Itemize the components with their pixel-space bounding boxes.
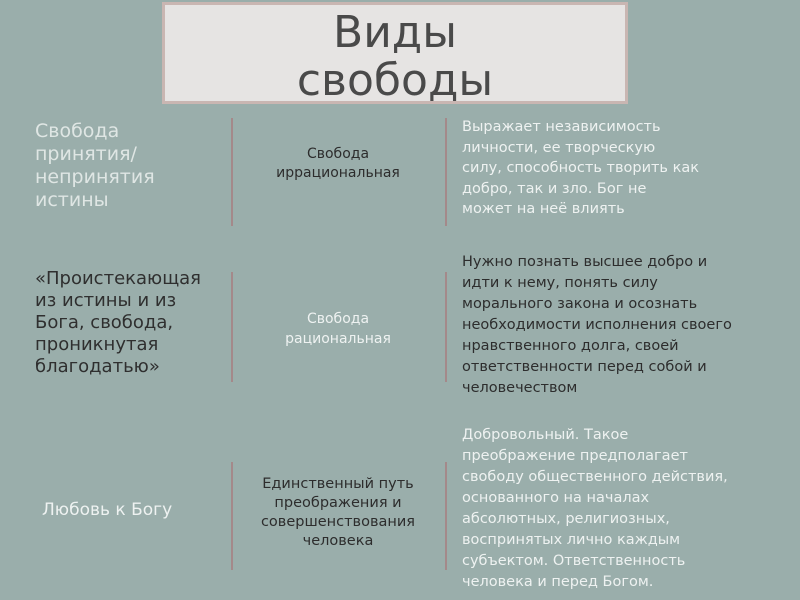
divider-line bbox=[231, 118, 233, 226]
divider-line bbox=[231, 272, 233, 382]
row1-middle bbox=[238, 145, 438, 183]
row3-right-line: воспринятых лично каждым bbox=[462, 532, 681, 548]
row3-right-line: Добровольный. Такое bbox=[462, 427, 629, 443]
title-box bbox=[162, 2, 628, 104]
row1-right-line: силу, способность творить как bbox=[462, 160, 699, 176]
row2-right-line: идти к нему, понять силу bbox=[462, 275, 658, 291]
row1-left-line: истины bbox=[35, 189, 109, 211]
row2-left-line: «Проистекающая bbox=[35, 268, 202, 289]
row1-left-line: принятия/ bbox=[35, 143, 137, 165]
row1-right bbox=[462, 117, 798, 220]
row3-right-line: основанного на началах bbox=[462, 490, 650, 506]
row2-left-line: Бога, свобода, bbox=[35, 312, 174, 333]
row1-right-line: может на неё влиять bbox=[462, 201, 625, 217]
row2-middle-line: Свобода bbox=[306, 311, 370, 327]
row2-left bbox=[35, 268, 230, 378]
row1-left bbox=[35, 120, 215, 212]
row1-right-line: личности, ее творческую bbox=[462, 139, 656, 156]
row2-right-line: нравственного долга, своей bbox=[462, 338, 679, 354]
row1-right-line: Выражает независимость bbox=[462, 119, 661, 135]
row1-left-line: Свобода bbox=[35, 120, 120, 142]
row3-middle-line: человека bbox=[302, 533, 374, 549]
row3-right-line: абсолютных, религиозных, bbox=[462, 511, 670, 527]
row1-middle-line: иррациональная bbox=[276, 165, 400, 181]
slide-title bbox=[165, 5, 625, 105]
row3-right bbox=[462, 425, 798, 593]
row2-left-line: проникнутая bbox=[35, 334, 159, 355]
row2-right-line: необходимости исполнения своего bbox=[462, 317, 732, 333]
row3-right-line: свободу общественного действия, bbox=[462, 469, 728, 485]
row3-left bbox=[42, 499, 222, 521]
title-line-2: свободы bbox=[296, 55, 494, 106]
row1-middle-line: Свобода bbox=[306, 146, 370, 162]
row2-left-line: благодатью» bbox=[35, 356, 160, 377]
row2-right-line: человечеством bbox=[462, 380, 578, 396]
row3-middle-line: Единственный путь bbox=[262, 476, 414, 492]
divider-line bbox=[231, 462, 233, 570]
row3-middle bbox=[238, 475, 438, 551]
row3-left-line: Любовь к Богу bbox=[42, 500, 173, 520]
divider-line bbox=[445, 118, 447, 226]
row1-right-line: добро, так и зло. Бог не bbox=[462, 180, 647, 197]
row3-middle-line: преображения и bbox=[274, 495, 402, 511]
row2-left-line: из истины и из bbox=[35, 290, 177, 311]
row2-middle-line: рациональная bbox=[285, 331, 391, 347]
row2-middle bbox=[238, 309, 438, 349]
row3-right-line: преображение предполагает bbox=[462, 448, 688, 464]
row3-right-line: человека и перед Богом. bbox=[462, 574, 654, 590]
row2-right bbox=[462, 252, 798, 399]
row1-left-line: непринятия bbox=[35, 166, 155, 188]
title-line-1: Виды bbox=[333, 7, 457, 58]
row2-right-line: морального закона и осознать bbox=[462, 296, 698, 312]
row3-right-line: субъектом. Ответственность bbox=[462, 553, 686, 569]
row3-middle-line: совершенствования bbox=[260, 514, 416, 530]
row2-right-line: Нужно познать высшее добро и bbox=[462, 254, 708, 270]
divider-line bbox=[445, 272, 447, 382]
divider-line bbox=[445, 462, 447, 570]
row2-right-line: ответственности перед собой и bbox=[462, 359, 707, 375]
